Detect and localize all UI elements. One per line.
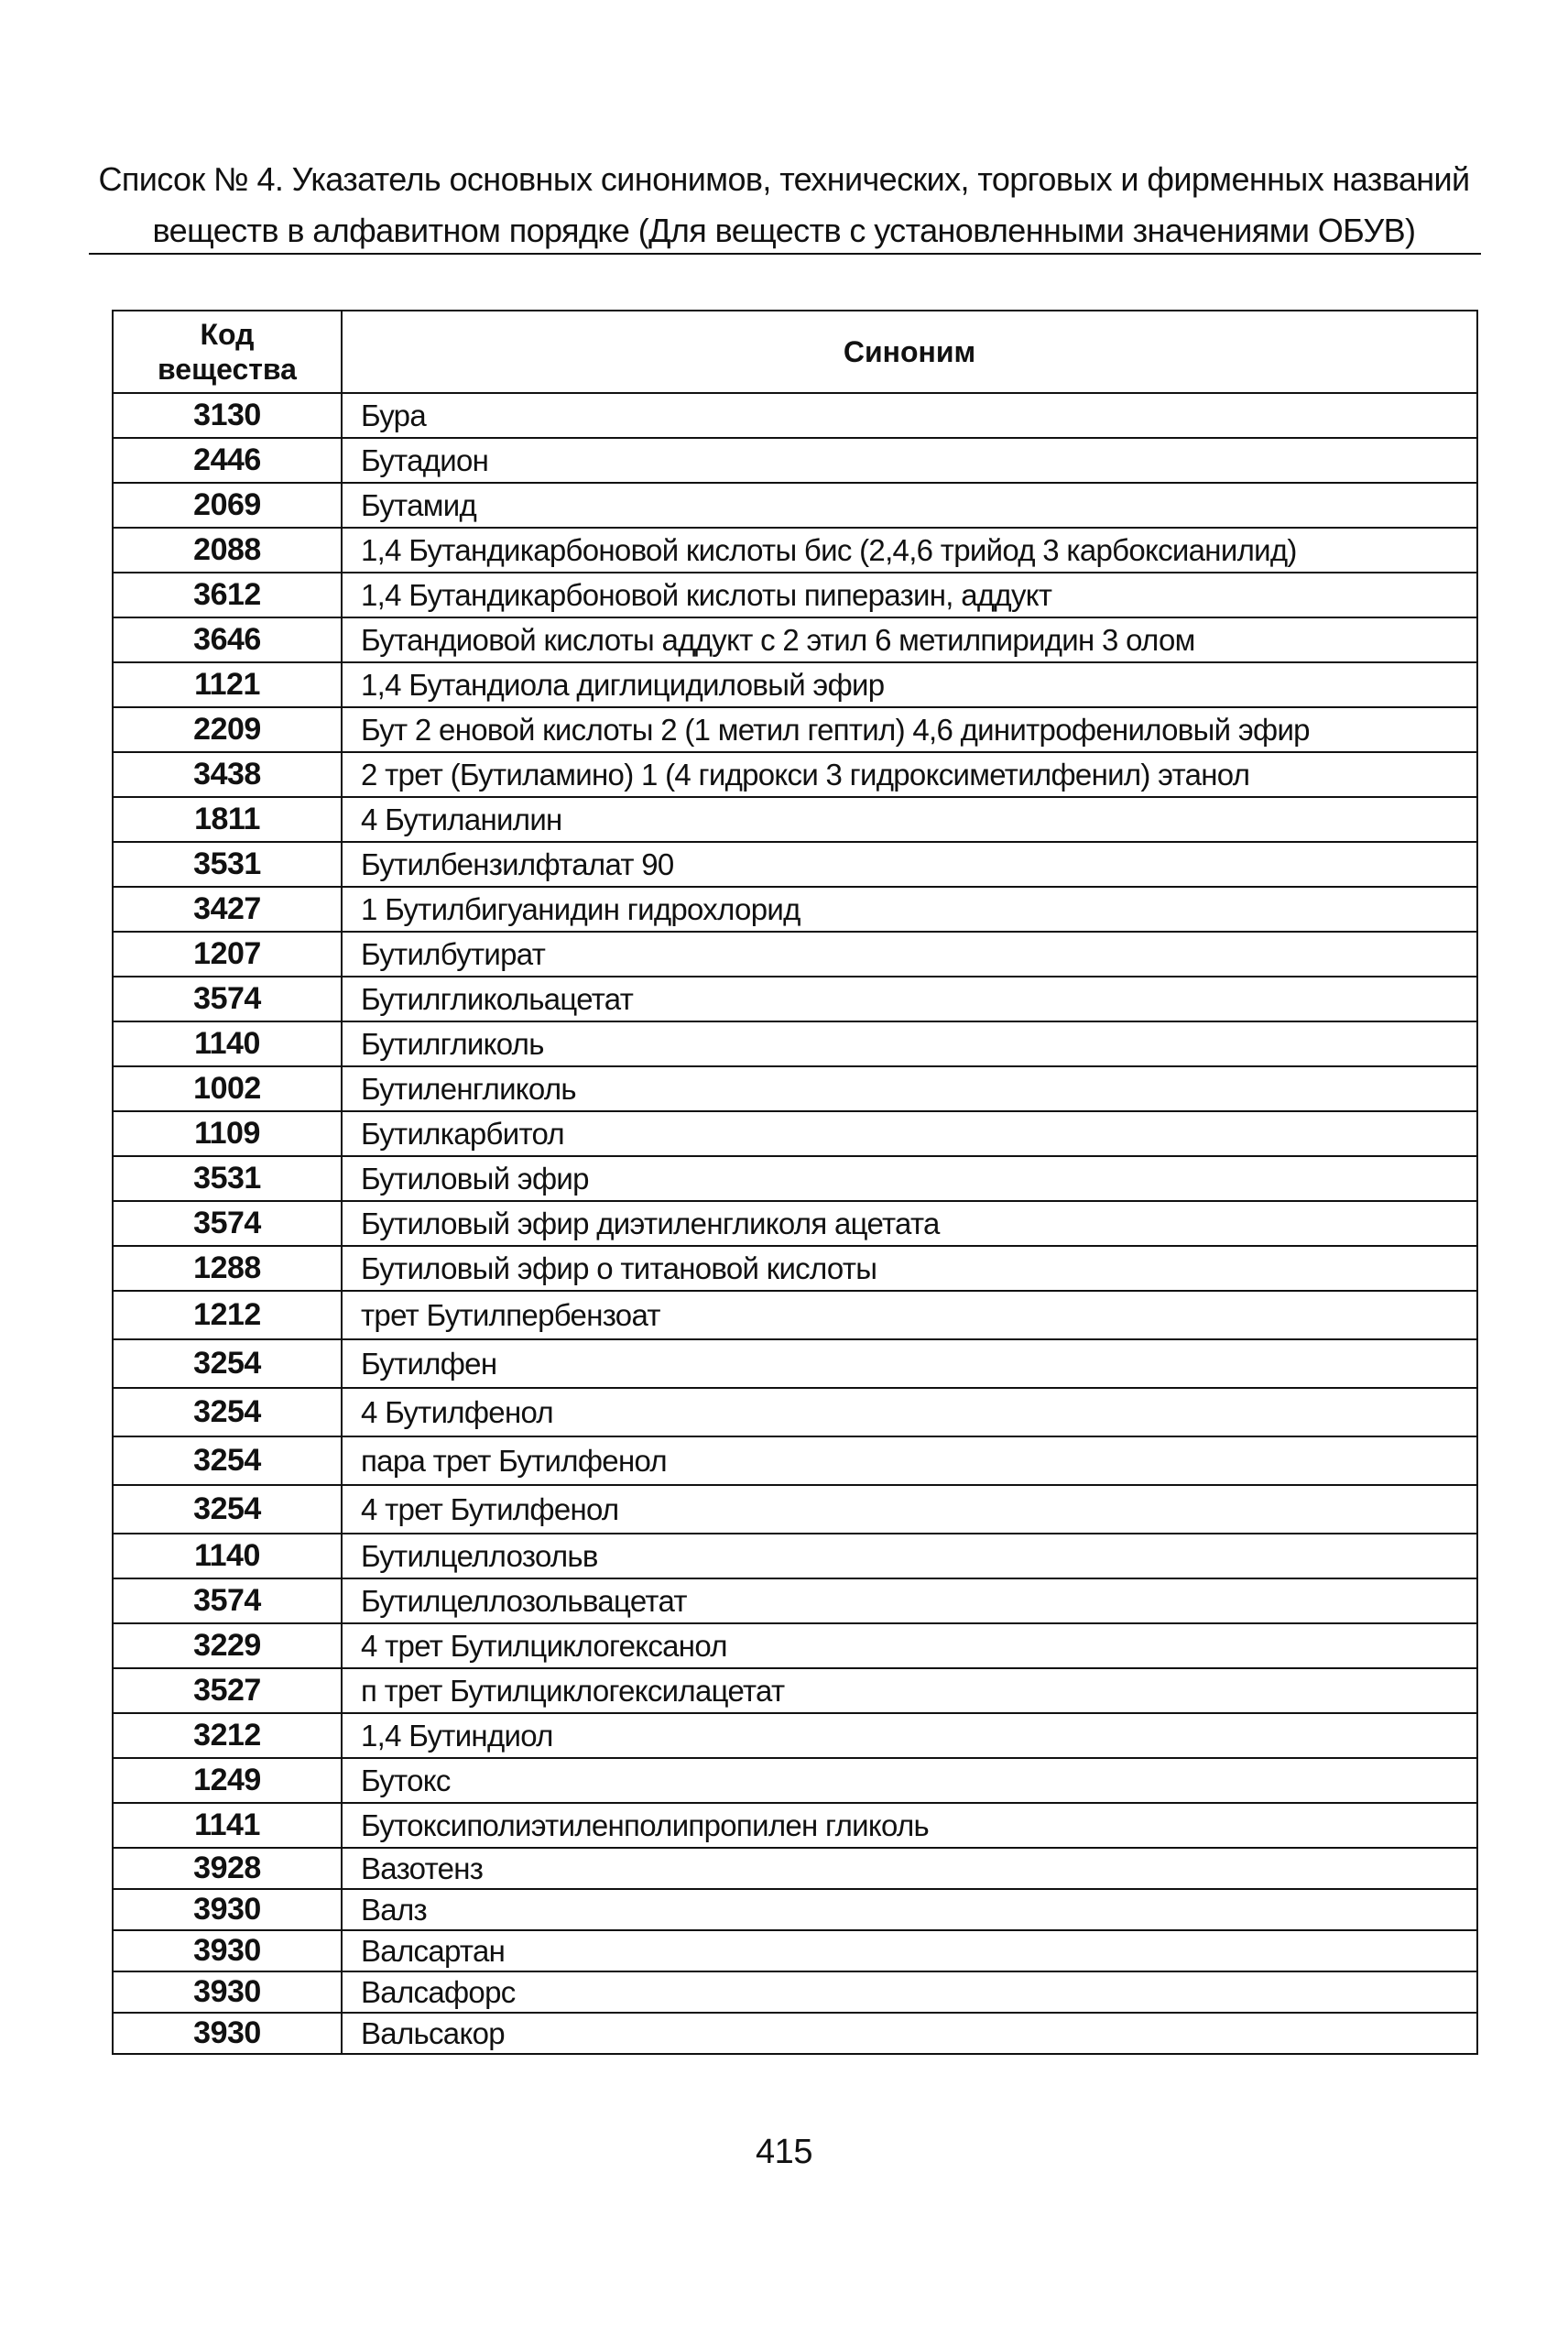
synonym-cell: Валсафорс — [342, 1971, 1477, 2013]
substance-code-cell: 3527 — [113, 1668, 342, 1713]
substance-code-cell: 2209 — [113, 707, 342, 752]
synonym-cell: Бутамид — [342, 483, 1477, 528]
page-number: 415 — [756, 2133, 812, 2171]
substance-code-cell: 3531 — [113, 1156, 342, 1201]
synonym-cell: 1,4 Бутандиола диглицидиловый эфир — [342, 662, 1477, 707]
synonym-cell: Бутандиовой кислоты аддукт с 2 этил 6 метилпиридин 3 олом — [342, 617, 1477, 662]
substance-code-cell: 1109 — [113, 1111, 342, 1156]
substance-code-cell: 3229 — [113, 1623, 342, 1668]
synonym-cell: Бут 2 еновой кислоты 2 (1 метил гептил) 4,6 динитрофениловый эфир — [342, 707, 1477, 752]
code-header-line-2: вещества — [158, 353, 297, 386]
synonym-cell: Бутилбутират — [342, 932, 1477, 977]
synonym-cell: Валз — [342, 1889, 1477, 1930]
table-row — [113, 1930, 1477, 1971]
synonym-cell: 4 Бутилфенол — [342, 1388, 1477, 1436]
synonym-cell: 1,4 Бутиндиол — [342, 1713, 1477, 1758]
substance-code-cell: 1140 — [113, 1021, 342, 1066]
substance-code-cell: 1121 — [113, 662, 342, 707]
substance-code-cell: 3646 — [113, 617, 342, 662]
synonym-table — [112, 310, 1478, 2055]
substance-code-cell: 1140 — [113, 1534, 342, 1578]
table-row — [113, 1436, 1477, 1485]
substance-code-cell: 3928 — [113, 1848, 342, 1889]
substance-code-cell: 3574 — [113, 1201, 342, 1246]
synonym-cell: Бутилгликоль — [342, 1021, 1477, 1066]
synonym-cell: Бутокс — [342, 1758, 1477, 1803]
table-row — [113, 1339, 1477, 1388]
synonym-column-header: Синоним — [342, 311, 1477, 393]
table-row — [113, 1534, 1477, 1578]
synonym-cell: Бура — [342, 393, 1477, 438]
synonym-cell: Бутиловый эфир о титановой кислоты — [342, 1246, 1477, 1291]
table-row — [113, 1758, 1477, 1803]
table-row — [113, 1291, 1477, 1339]
table-row — [113, 617, 1477, 662]
table-row — [113, 1668, 1477, 1713]
table-row — [113, 1713, 1477, 1758]
table-row — [113, 842, 1477, 887]
synonym-cell: 1,4 Бутандикарбоновой кислоты пиперазин, аддукт — [342, 573, 1477, 617]
substance-code-cell: 3254 — [113, 1436, 342, 1485]
table-row — [113, 1111, 1477, 1156]
table-row — [113, 932, 1477, 977]
synonym-cell: пара трет Бутилфенол — [342, 1436, 1477, 1485]
substance-code-cell: 1212 — [113, 1291, 342, 1339]
synonym-cell: Бутоксиполиэтиленполипропилен гликоль — [342, 1803, 1477, 1848]
table-row — [113, 1201, 1477, 1246]
code-header-line-1: Код — [200, 318, 255, 351]
substance-code-cell: 3612 — [113, 573, 342, 617]
code-column-header — [113, 311, 342, 393]
substance-code-cell: 2446 — [113, 438, 342, 483]
substance-code-cell: 1207 — [113, 932, 342, 977]
table-row — [113, 1485, 1477, 1534]
substance-code-cell: 3930 — [113, 1930, 342, 1971]
table-row — [113, 977, 1477, 1021]
substance-code-cell: 1249 — [113, 1758, 342, 1803]
substance-code-cell: 3438 — [113, 752, 342, 797]
synonym-cell: Вазотенз — [342, 1848, 1477, 1889]
table-row — [113, 1889, 1477, 1930]
synonym-cell: Бутадион — [342, 438, 1477, 483]
table-row — [113, 438, 1477, 483]
substance-code-cell: 1002 — [113, 1066, 342, 1111]
substance-code-cell: 2069 — [113, 483, 342, 528]
synonym-cell: Бутилбензилфталат 90 — [342, 842, 1477, 887]
table-row — [113, 1388, 1477, 1436]
substance-code-cell: 2088 — [113, 528, 342, 573]
synonym-cell: Валсартан — [342, 1930, 1477, 1971]
substance-code-cell: 3574 — [113, 1578, 342, 1623]
synonym-cell: Вальсакор — [342, 2013, 1477, 2054]
table-row — [113, 1623, 1477, 1668]
substance-code-cell: 1811 — [113, 797, 342, 842]
synonym-cell: Бутиловый эфир — [342, 1156, 1477, 1201]
table-row — [113, 528, 1477, 573]
synonym-cell: 4 трет Бутилфенол — [342, 1485, 1477, 1534]
synonym-cell: Бутиловый эфир диэтиленгликоля ацетата — [342, 1201, 1477, 1246]
table-body — [113, 393, 1477, 2054]
synonym-cell: 4 трет Бутилциклогексанол — [342, 1623, 1477, 1668]
table-row — [113, 1803, 1477, 1848]
table-row — [113, 797, 1477, 842]
substance-code-cell: 3930 — [113, 2013, 342, 2054]
page-title — [92, 154, 1476, 257]
table-row — [113, 2013, 1477, 2054]
substance-code-cell: 1288 — [113, 1246, 342, 1291]
substance-code-cell: 3254 — [113, 1388, 342, 1436]
table-header-row — [113, 311, 1477, 393]
title-underline — [89, 253, 1481, 255]
synonym-cell: Бутилкарбитол — [342, 1111, 1477, 1156]
table-row — [113, 1848, 1477, 1889]
table-row — [113, 573, 1477, 617]
synonym-cell: 1 Бутилбигуанидин гидрохлорид — [342, 887, 1477, 932]
substance-code-cell: 3130 — [113, 393, 342, 438]
synonym-cell: 2 трет (Бутиламино) 1 (4 гидрокси 3 гидроксиметилфенил) этанол — [342, 752, 1477, 797]
synonym-cell: п трет Бутилциклогексилацетат — [342, 1668, 1477, 1713]
substance-code-cell: 3930 — [113, 1889, 342, 1930]
table-row — [113, 707, 1477, 752]
synonym-cell: 4 Бутиланилин — [342, 797, 1477, 842]
substance-code-cell: 1141 — [113, 1803, 342, 1848]
synonym-cell: Бутилгликольацетат — [342, 977, 1477, 1021]
substance-code-cell: 3930 — [113, 1971, 342, 2013]
table-row — [113, 752, 1477, 797]
table-row — [113, 1578, 1477, 1623]
page-title-line-1: Список № 4. Указатель основных синонимов, технических, торговых и фирменных названий — [98, 160, 1470, 198]
synonym-cell: Бутилцеллозольв — [342, 1534, 1477, 1578]
synonym-cell: Бутилфен — [342, 1339, 1477, 1388]
substance-code-cell: 3574 — [113, 977, 342, 1021]
substance-code-cell: 3427 — [113, 887, 342, 932]
synonym-cell: трет Бутилпербензоат — [342, 1291, 1477, 1339]
table-row — [113, 1021, 1477, 1066]
substance-code-cell: 3212 — [113, 1713, 342, 1758]
table-row — [113, 1066, 1477, 1111]
substance-code-cell: 3531 — [113, 842, 342, 887]
synonym-cell: 1,4 Бутандикарбоновой кислоты бис (2,4,6 трийод 3 карбоксианилид) — [342, 528, 1477, 573]
synonym-cell: Бутилцеллозольвацетат — [342, 1578, 1477, 1623]
table-row — [113, 662, 1477, 707]
substance-code-cell: 3254 — [113, 1339, 342, 1388]
table-row — [113, 1156, 1477, 1201]
substance-code-cell: 3254 — [113, 1485, 342, 1534]
table-row — [113, 1971, 1477, 2013]
table-row — [113, 483, 1477, 528]
table-row — [113, 393, 1477, 438]
table-row — [113, 1246, 1477, 1291]
page-title-line-2: веществ в алфавитном порядке (Для веществ с установленными значениями ОБУВ) — [152, 212, 1416, 249]
table-row — [113, 887, 1477, 932]
synonym-cell: Бутиленгликоль — [342, 1066, 1477, 1111]
